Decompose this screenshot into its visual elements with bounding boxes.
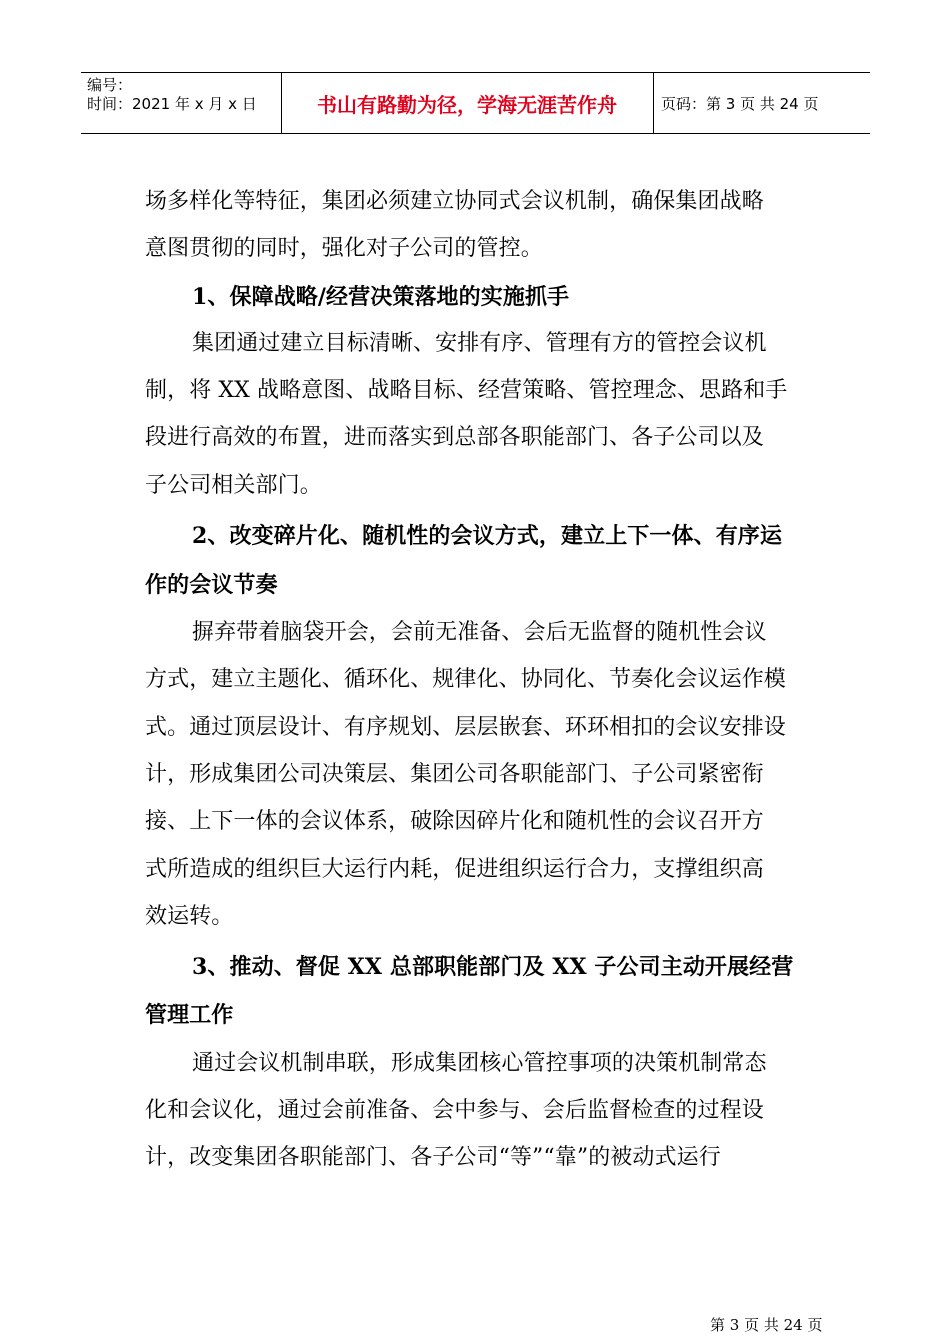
serial-label: 编号：	[87, 76, 133, 94]
paragraph-line: 计，形成集团公司决策层、集团公司各职能部门、子公司紧密衔	[145, 762, 764, 787]
paragraph-line: 集团通过建立目标清晰、安排有序、管理有方的管控会议机	[192, 331, 767, 356]
header-page-code: 页码：第 3 页 共 24 页	[661, 94, 819, 113]
section-heading-1: 1、保障战略/经营决策落地的实施抓手	[192, 284, 570, 310]
paragraph-line: 接、上下一体的会议体系，破除因碎片化和随机性的会议召开方	[145, 809, 764, 834]
header-motto: 书山有路勤为径，学海无涯苦作舟	[317, 92, 617, 117]
page-header	[81, 72, 870, 134]
paragraph-line: 摒弃带着脑袋开会，会前无准备、会后无监督的随机性会议	[192, 620, 767, 645]
paragraph-line: 计，改变集团各职能部门、各子公司“等”“靠”的被动式运行	[145, 1145, 721, 1170]
paragraph-line: 意图贯彻的同时，强化对子公司的管控。	[145, 236, 543, 261]
page-footer-number: 第 3 页 共 24 页	[710, 1316, 823, 1334]
section-heading-3-cont: 管理工作	[145, 1002, 234, 1028]
paragraph-line: 段进行高效的布置，进而落实到总部各职能部门、各子公司以及	[145, 425, 764, 450]
section-heading-3: 3、推动、督促 XX 总部职能部门及 XX 子公司主动开展经营	[192, 954, 794, 980]
paragraph-line: 通过会议机制串联，形成集团核心管控事项的决策机制常态	[192, 1051, 767, 1076]
paragraph-line: 方式，建立主题化、循环化、规律化、协同化、节奏化会议运作模	[145, 667, 786, 692]
header-divider	[653, 73, 654, 133]
paragraph-line: 式所造成的组织巨大运行内耗，促进组织运行合力，支撑组织高	[145, 857, 764, 882]
paragraph-line: 式。通过顶层设计、有序规划、层层嵌套、环环相扣的会议安排设	[145, 715, 786, 740]
section-heading-2-cont: 作的会议节奏	[145, 572, 278, 598]
paragraph-line: 效运转。	[145, 904, 234, 929]
paragraph-line: 制，将 XX 战略意图、战略目标、经营策略、管控理念、思路和手	[145, 378, 788, 403]
section-heading-2: 2、改变碎片化、随机性的会议方式，建立上下一体、有序运	[192, 523, 783, 549]
date-line: 时间：2021 年 x 月 x 日	[87, 95, 257, 113]
paragraph-line: 化和会议化，通过会前准备、会中参与、会后监督检查的过程设	[145, 1098, 764, 1123]
header-meta	[87, 76, 279, 114]
paragraph-line: 子公司相关部门。	[145, 473, 322, 498]
paragraph-line: 场多样化等特征，集团必须建立协同式会议机制，确保集团战略	[145, 189, 764, 214]
